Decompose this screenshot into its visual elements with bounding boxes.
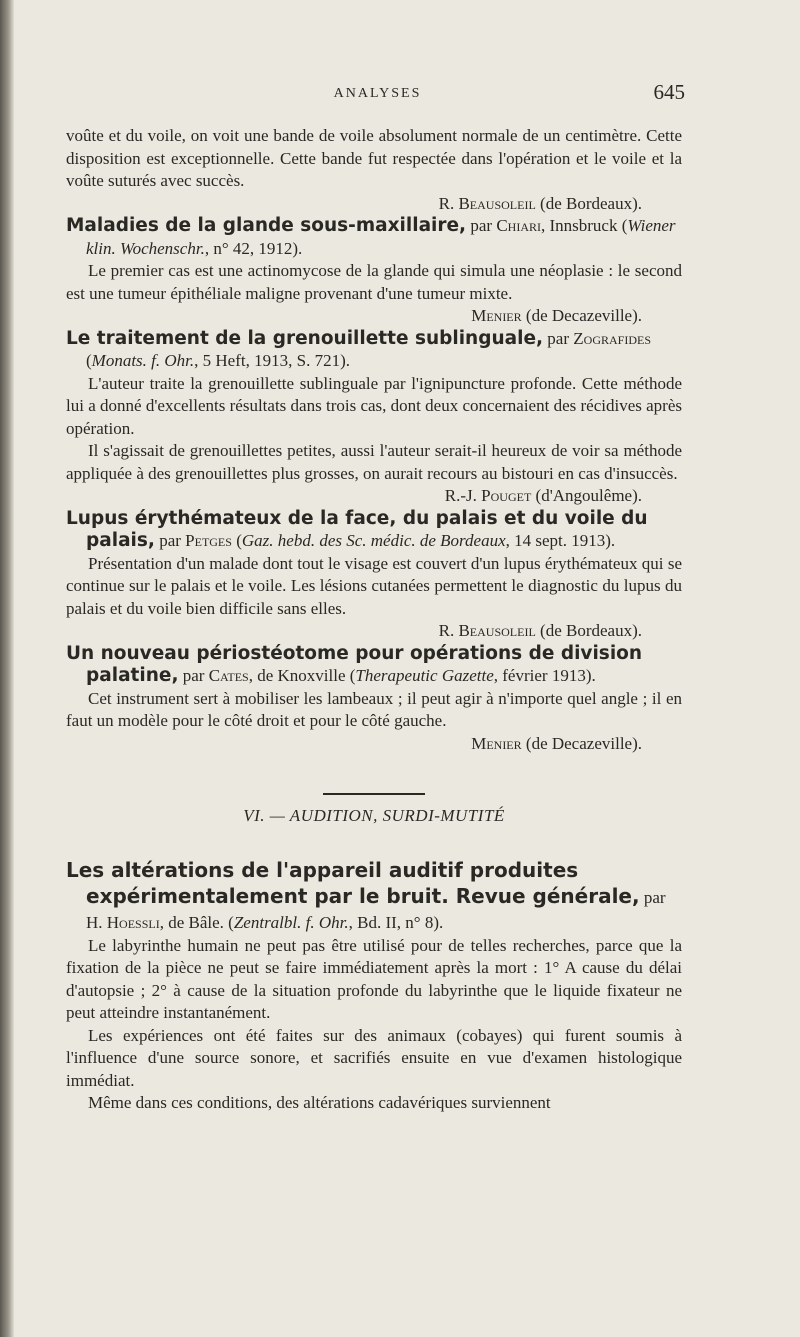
signature xyxy=(66,193,682,216)
article-body: Présentation d'un malade dont tout le visage est couvert d'un lupus érythémateux qui se continue sur le palais et le voile. Les lésions cutanées permettent le diagnostic du lupus du palais et du voile bien difficile sans elles. xyxy=(66,553,682,618)
reference-text: , février 1913). xyxy=(493,666,596,685)
article-title: Un nouveau périostéotome pour opérations de division palatine, xyxy=(66,642,643,686)
page-number: 645 xyxy=(653,80,685,104)
journal-name: Therapeutic Gazette xyxy=(355,666,494,685)
article-body: Même dans ces conditions, des altérations cadavériques surviennent xyxy=(88,1093,551,1112)
reference-text: ( xyxy=(231,531,242,550)
article-heading xyxy=(66,328,682,373)
article-body: Le labyrinthe humain ne peut pas être utilisé pour de telles recherches, parce que la fixation de la pièce ne peut se faire immédiatement après la mort : 1° A cause du délai d'autopsie ; 2° à cause de la situation profonde du labyrinthe que le liquide fixateur ne peut atteindre instantanément. xyxy=(66,935,682,1022)
reference-text: , n° 42, 1912). xyxy=(204,238,303,258)
article-title: Maladies de la glande sous-maxillaire, xyxy=(66,215,467,236)
signature-place: (de Decazeville). xyxy=(521,306,642,325)
author-name: Zografides xyxy=(573,328,651,348)
by-text: par xyxy=(154,531,186,550)
page-spine-shadow xyxy=(0,0,14,1337)
journal-name: Wiener klin. Wochenschr. xyxy=(86,216,676,258)
signature-name: Beausoleil xyxy=(458,621,536,640)
reference-text: , 14 sept. 1913). xyxy=(505,531,616,550)
reference-text: , Bd. II, n° 8). xyxy=(348,912,444,932)
signature-name: Beausoleil xyxy=(458,193,536,213)
author-name: Petges xyxy=(185,531,232,550)
continuation-text: voûte et du voile, on voit une bande de voile absolument normale de un centimètre. Cette disposition est exceptionnelle. Cette bande fut respectée dans l'opération et le voile et la voûte suturés avec succès. xyxy=(66,126,682,190)
article-heading xyxy=(66,215,682,260)
by-text: par xyxy=(466,216,497,235)
by-text: par xyxy=(543,328,574,348)
signature-place: (de Bordeaux). xyxy=(535,621,642,640)
page-content xyxy=(66,125,682,1115)
article-body: Il s'agissait de grenouillettes petites, aussi l'auteur serait-il heureux de voir sa méthode appliquée à des grenouillettes plus grosses, on aurait recours au bistouri en cas d'insuccès. xyxy=(66,441,682,483)
reference-text: , de Knoxville ( xyxy=(248,666,356,685)
signature-initials: R.-J. xyxy=(444,486,482,505)
article-body: Le premier cas est une actinomycose de la glande qui simula une néoplasie : le second est une tumeur épithéliale maligne provenant d'une tumeur mixte. xyxy=(66,261,682,303)
author-name: Cates xyxy=(208,666,249,685)
author-name: Chiari xyxy=(496,216,541,235)
reference-text: ( xyxy=(86,351,92,370)
signature xyxy=(66,305,682,328)
page-header xyxy=(70,80,685,110)
article-title: Lupus érythémateux de la face, du palais et du voile du palais, xyxy=(66,507,648,551)
article-body: L'auteur traite la grenouillette sublinguale par l'ignipuncture profonde. Cette méthode lui a donné d'excellents résultats dans trois cas, dont deux concernaient des récidives après opération. xyxy=(66,373,682,438)
article-title: Les altérations de l'appareil auditif produites expérimentalement par le bruit. Revue générale, xyxy=(66,857,640,908)
signature-initials: R. xyxy=(438,193,459,213)
signature-initials: R. xyxy=(438,621,459,640)
article-body: Les expériences ont été faites sur des animaux (cobayes) qui furent soumis à l'influence d'une source sonore, et sacrifiés ensuite en vue d'examen histologique immédiat. xyxy=(66,1025,682,1090)
article-body: Cet instrument sert à mobiliser les lambeaux ; il peut agir à n'importe quel angle ; il en faut un modèle pour le côté droit et pour le côté gauche. xyxy=(66,688,682,730)
section-divider xyxy=(323,793,425,795)
article-heading xyxy=(66,508,682,553)
reference-text: , 5 Heft, 1913, S. 721). xyxy=(194,351,350,370)
by-text: par xyxy=(178,666,209,685)
signature-place: (de Bordeaux). xyxy=(535,193,642,213)
journal-name: Monats. f. Ohr. xyxy=(91,351,195,370)
signature-name: Menier xyxy=(471,733,522,753)
signature-name: Pouget xyxy=(481,486,532,505)
reference-text: , de Bâle. ( xyxy=(159,912,234,932)
article-title: Le traitement de la grenouillette sublinguale, xyxy=(66,327,544,349)
article-heading xyxy=(66,643,682,688)
signature-name: Menier xyxy=(471,306,522,325)
journal-name: Zentralbl. f. Ohr. xyxy=(233,912,349,932)
author-name: Hoessli xyxy=(106,912,160,932)
article-continuation xyxy=(66,125,682,193)
by-text: par H. xyxy=(86,887,666,932)
reference-text: , Innsbruck ( xyxy=(540,216,628,235)
article-heading xyxy=(66,858,682,935)
signature-place: (de Decazeville). xyxy=(521,733,642,753)
signature xyxy=(66,620,682,643)
signature xyxy=(66,733,682,756)
section-heading: VI. — AUDITION, SURDI-MUTITÉ xyxy=(243,806,505,825)
running-head: ANALYSES xyxy=(333,86,422,101)
signature xyxy=(66,485,682,508)
signature-place: (d'Angoulême). xyxy=(531,486,642,505)
journal-name: Gaz. hebd. des Sc. médic. de Bordeaux xyxy=(241,531,506,550)
